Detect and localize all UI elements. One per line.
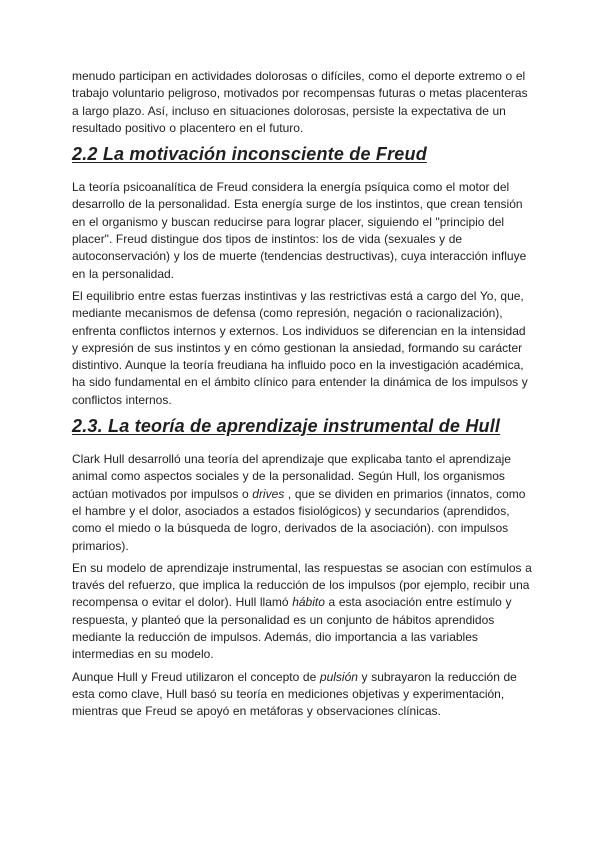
body-paragraph — [72, 560, 534, 664]
text-run: Clark Hull desarrolló una teoría del aprendizaje que explicaba tanto el aprendizaje animal como aspectos sociales y de la personalidad. Según Hull, los organismos actúan motivados por impulsos o — [72, 452, 511, 501]
text-run: , que se dividen en primarios (innatos, como el hambre y el dolor, asociados a estados fisiológicos) y secundarios (aprendidos, como el miedo o la búsqueda de logro, derivados de la asociación). con impulsos primarios). — [72, 486, 526, 553]
italic-term: pulsión — [319, 669, 358, 684]
text-run: y subrayaron la reducción de esta como clave, Hull basó su teoría en mediciones objetivas y experimentación, mientras que Freud se apoyó en metáforas y observaciones clínicas. — [72, 669, 517, 719]
text-run: a esta asociación entre estímulo y respuesta, y planteó que la personalidad es un conjunto de hábitos aprendidos mediante la reducción de impulsos. Además, dio importancia a las variables intermedias en su modelo. — [72, 595, 512, 662]
body-paragraph — [72, 451, 534, 555]
body-paragraph — [72, 68, 534, 137]
body-paragraph — [72, 179, 534, 283]
section-heading: 2.2 La motivación inconsciente de Freud — [72, 144, 427, 165]
italic-term: hábito — [292, 595, 325, 610]
text-run: El equilibrio entre estas fuerzas instintivas y las restrictivas está a cargo del Yo, que, mediante mecanismos de defensa (como represión, negación o racionalización), enfrenta conflictos internos y externos. Los individuos se diferencian en la intensidad y expresión de sus instintos y en cómo gestionan la ansiedad, formando su carácter distintivo. Aunque la teoría freudiana ha influido poco en la investigación académica, ha sido fundamental en el ámbito clínico para entender la dinámica de los impulsos y conflictos internos. — [72, 288, 528, 407]
italic-term: drives — [252, 486, 285, 501]
text-run: En su modelo de aprendizaje instrumental, las respuestas se asocian con estímulos a través del refuerzo, que implica la reducción de los impulsos (por ejemplo, recibir una recompensa o evitar el dolor). Hull llamó — [72, 560, 532, 610]
body-paragraph — [72, 288, 534, 409]
section-heading: 2.3. La teoría de aprendizaje instrumental de Hull — [72, 416, 501, 437]
body-paragraph — [72, 669, 534, 721]
text-run: menudo participan en actividades dolorosas o difíciles, como el deporte extremo o el trabajo voluntario peligroso, motivados por recompensas futuras o metas placenteras a largo plazo. Así, incluso en situaciones dolorosas, persiste la expectativa de un resultado positivo o placentero en el futuro. — [72, 69, 528, 135]
document-content — [72, 68, 534, 721]
text-run: La teoría psicoanalítica de Freud considera la energía psíquica como el motor del desarrollo de la personalidad. Esta energía surge de los instintos, que crean tensión en el organismo y buscan reducirse para lograr placer, siguiendo el "principio del placer". Freud distingue dos tipos de instintos: los de vida (sexuales y de autoconservación) y los de muerte (tendencias destructivas), cuya interacción influye en la personalidad. — [72, 180, 527, 281]
text-run: Aunque Hull y Freud utilizaron el concepto de — [72, 669, 320, 684]
